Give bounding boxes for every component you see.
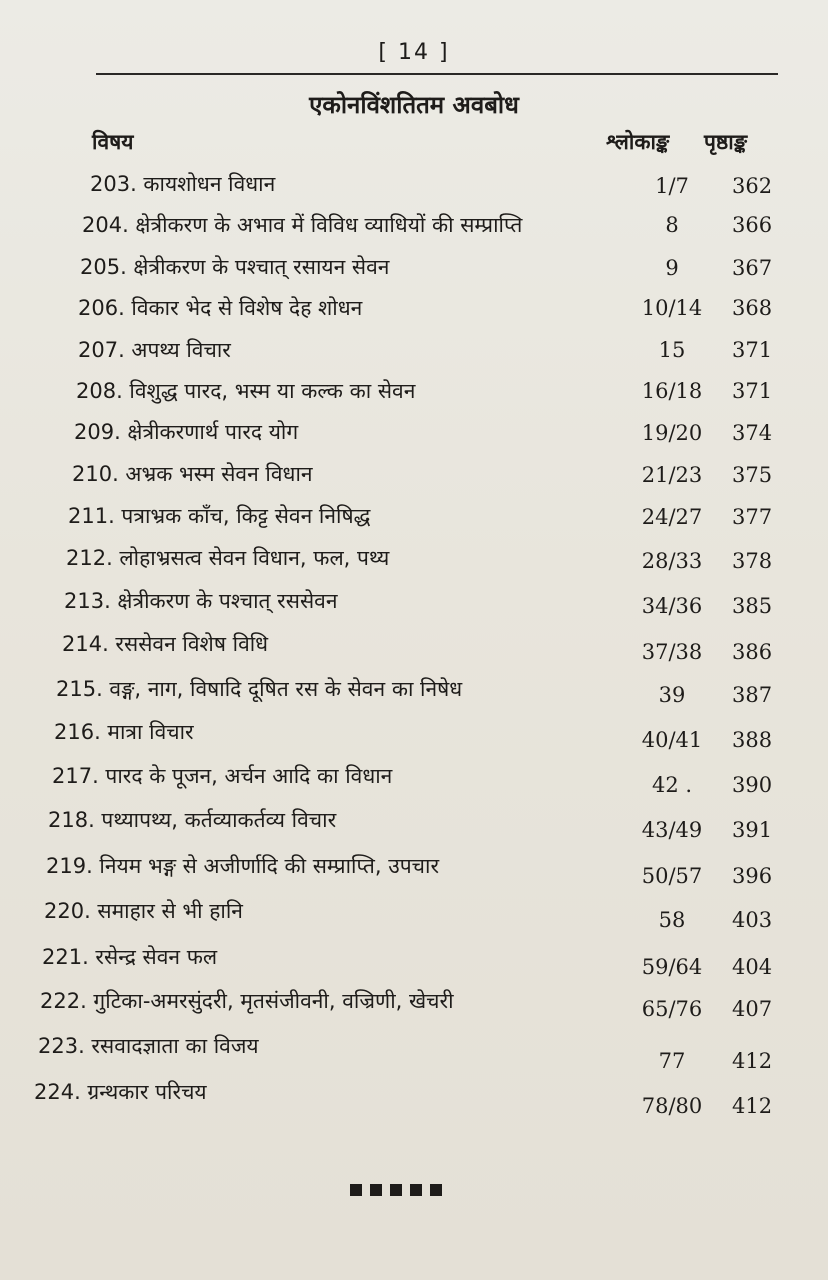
entry-page-number: 377 <box>732 505 773 529</box>
entry-page-number: 407 <box>732 997 773 1021</box>
entry-page-number: 396 <box>732 864 773 888</box>
entry-title: 212. लोहाभ्रसत्व सेवन विधान, फल, पथ्य <box>66 546 390 570</box>
entry-title: 204. क्षेत्रीकरण के अभाव में विविध व्याधियों की सम्प्राप्ति <box>82 213 523 237</box>
entry-page-number: 387 <box>732 683 773 707</box>
entry-title: 208. विशुद्ध पारद, भस्म या कल्क का सेवन <box>76 379 416 403</box>
entry-title: 220. समाहार से भी हानि <box>44 899 243 923</box>
entry-shloka-number: 1/7 <box>655 174 689 198</box>
entry-page-number: 388 <box>732 728 773 752</box>
entry-page-number: 367 <box>732 256 773 280</box>
entry-shloka-number: 28/33 <box>641 549 703 573</box>
entry-title: 214. रससेवन विशेष विधि <box>62 632 269 656</box>
section-title: एकोनविंशतितम अवबोध <box>309 91 519 119</box>
end-mark <box>410 1184 422 1196</box>
entry-title: 209. क्षेत्रीकरणार्थ पारद योग <box>74 420 299 444</box>
entry-title: 216. मात्रा विचार <box>54 720 194 744</box>
column-header-page: पृष्ठाङ्क <box>704 130 748 154</box>
entry-title: 222. गुटिका-अमरसुंदरी, मृतसंजीवनी, वज्रिणी, खेचरी <box>40 989 454 1013</box>
entry-shloka-number: 10/14 <box>641 296 703 320</box>
entry-page-number: 412 <box>732 1094 773 1118</box>
entry-shloka-number: 77 <box>658 1049 686 1073</box>
column-header-shloka: श्लोकाङ्क <box>606 130 670 154</box>
entry-title: 205. क्षेत्रीकरण के पश्चात् रसायन सेवन <box>80 255 390 279</box>
entry-title: 218. पथ्यापथ्य, कर्तव्याकर्तव्य विचार <box>48 808 337 832</box>
entry-title: 217. पारद के पूजन, अर्चन आदि का विधान <box>52 764 393 788</box>
entry-page-number: 404 <box>732 955 773 979</box>
entry-page-number: 390 <box>732 773 773 797</box>
end-mark <box>350 1184 362 1196</box>
entry-title: 211. पत्राभ्रक काँच, किट्ट सेवन निषिद्ध <box>68 504 371 528</box>
entry-title: 203. कायशोधन विधान <box>90 172 276 196</box>
header-rule <box>96 73 778 75</box>
entry-shloka-number: 15 <box>658 338 686 362</box>
page-number: [ 14 ] <box>378 40 450 65</box>
entry-shloka-number: 19/20 <box>641 421 703 445</box>
entry-shloka-number: 37/38 <box>641 640 703 664</box>
entry-shloka-number: 59/64 <box>641 955 703 979</box>
entry-page-number: 362 <box>732 174 773 198</box>
entry-title: 221. रसेन्द्र सेवन फल <box>42 945 218 969</box>
entry-shloka-number: 42 . <box>651 773 693 797</box>
entry-page-number: 368 <box>732 296 773 320</box>
entry-page-number: 412 <box>732 1049 773 1073</box>
entry-page-number: 375 <box>732 463 773 487</box>
entry-shloka-number: 78/80 <box>641 1094 703 1118</box>
entry-shloka-number: 9 <box>665 256 679 280</box>
entry-page-number: 371 <box>732 338 773 362</box>
end-ornament <box>350 1184 470 1198</box>
entry-shloka-number: 39 <box>658 683 686 707</box>
entry-shloka-number: 43/49 <box>641 818 703 842</box>
entry-shloka-number: 65/76 <box>641 997 703 1021</box>
column-header-subject: विषय <box>92 130 134 154</box>
entry-page-number: 391 <box>732 818 773 842</box>
end-mark <box>370 1184 382 1196</box>
entry-title: 213. क्षेत्रीकरण के पश्चात् रससेवन <box>64 589 338 613</box>
entry-page-number: 378 <box>732 549 773 573</box>
entry-title: 206. विकार भेद से विशेष देह शोधन <box>78 296 363 320</box>
end-mark <box>430 1184 442 1196</box>
entry-title: 210. अभ्रक भस्म सेवन विधान <box>72 462 313 486</box>
entry-shloka-number: 8 <box>665 213 679 237</box>
entry-title: 207. अपथ्य विचार <box>78 338 231 362</box>
entry-page-number: 374 <box>732 421 773 445</box>
entry-shloka-number: 40/41 <box>641 728 703 752</box>
entry-shloka-number: 58 <box>658 908 686 932</box>
entry-page-number: 403 <box>732 908 773 932</box>
entry-shloka-number: 34/36 <box>641 594 703 618</box>
entry-shloka-number: 50/57 <box>641 864 703 888</box>
entry-shloka-number: 24/27 <box>641 505 703 529</box>
entry-page-number: 386 <box>732 640 773 664</box>
entry-page-number: 366 <box>732 213 773 237</box>
entry-page-number: 371 <box>732 379 773 403</box>
entry-title: 219. नियम भङ्ग से अजीर्णादि की सम्प्राप्ति, उपचार <box>46 854 440 878</box>
end-mark <box>390 1184 402 1196</box>
entry-page-number: 385 <box>732 594 773 618</box>
entry-title: 215. वङ्ग, नाग, विषादि दूषित रस के सेवन का निषेध <box>56 677 463 701</box>
entry-shloka-number: 16/18 <box>641 379 703 403</box>
entry-shloka-number: 21/23 <box>641 463 703 487</box>
entry-title: 223. रसवादज्ञाता का विजय <box>38 1034 259 1058</box>
entry-title: 224. ग्रन्थकार परिचय <box>34 1080 207 1104</box>
